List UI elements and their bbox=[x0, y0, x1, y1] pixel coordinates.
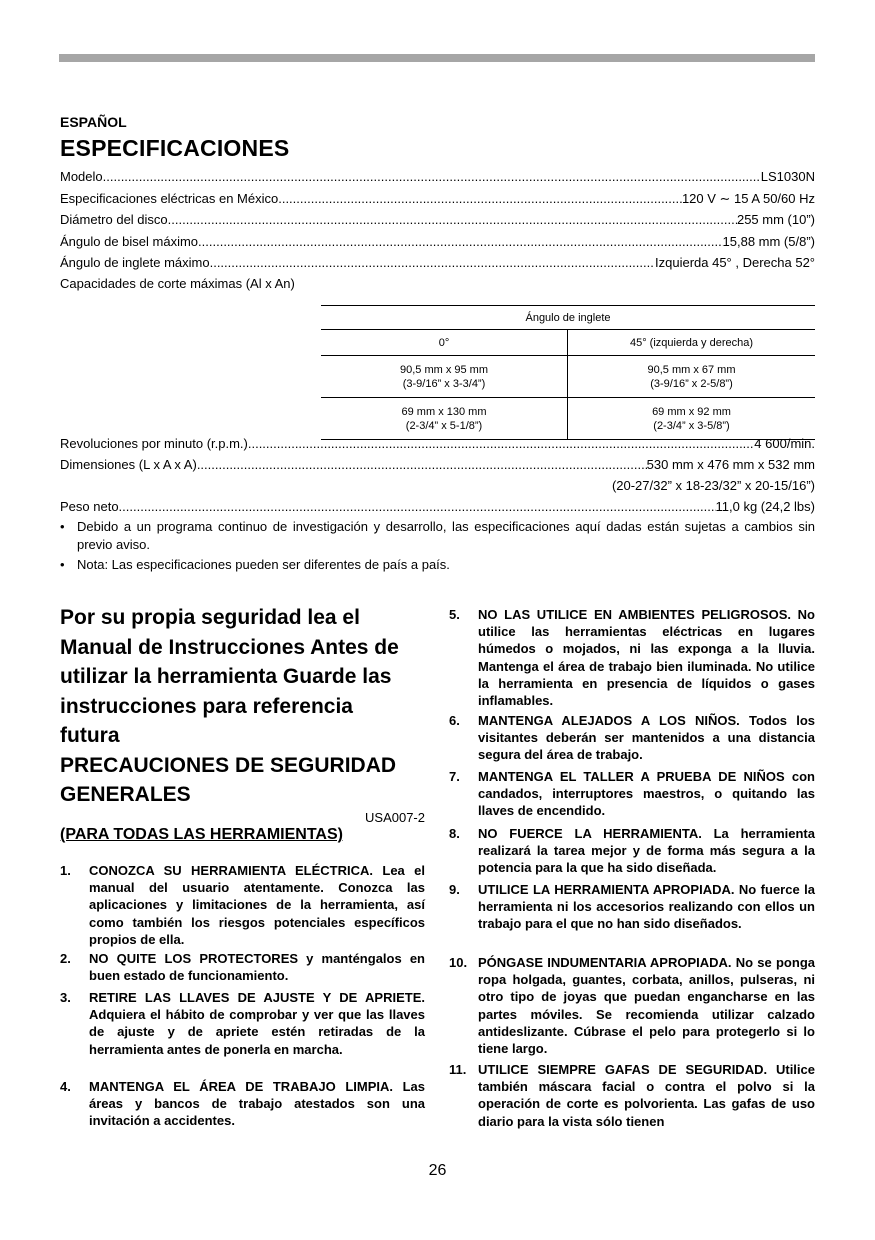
list-item: 8. NO FUERCE LA HERRAMIENTA. La herramienta realizará la tarea mejor y de forma más segura a la potencia para la que ha sido diseñada. bbox=[449, 826, 815, 876]
spec-row-disc-diameter bbox=[60, 211, 815, 229]
note-item: • Debido a un programa continuo de investigación y desarrollo, las especificaciones aquí dadas están sujetas a cambios sin previo aviso. bbox=[60, 519, 815, 552]
spec-row-model bbox=[60, 168, 815, 186]
table-cell: 69 mm x 92 mm (2-3/4” x 3-5/8”) bbox=[568, 398, 816, 440]
spec-value: 120 V ∼ 15 A 50/60 Hz bbox=[681, 191, 815, 206]
spec-row-bevel-angle bbox=[60, 233, 815, 251]
spec-value: 15,88 mm (5/8”) bbox=[722, 234, 815, 249]
cutting-capacity-table bbox=[321, 305, 815, 440]
spec-label: Modelo bbox=[60, 169, 103, 184]
safety-heading: Por su propia seguridad lea el Manual de Instrucciones Antes de utilizar la herramienta Guarde las instrucciones para referencia futura PRECAUCIONES DE SEGURIDAD GENERALES bbox=[60, 606, 399, 806]
spec-row-electrical bbox=[60, 190, 815, 208]
list-item: 5. NO LAS UTILICE EN AMBIENTES PELIGROSOS. No utilice las herramientas eléctricas en lugares húmedos o mojados, ni las exponga a la lluvia. Mantenga el área de trabajo bien iluminada. No utilice la herramienta en presencia de líquidos o gases inflamables. bbox=[449, 607, 815, 709]
header-rule bbox=[59, 54, 815, 62]
list-item: 7. MANTENGA EL TALLER A PRUEBA DE NIÑOS con candados, interruptores maestros, o quitando las llaves de encendido. bbox=[449, 769, 815, 819]
table-cell: 90,5 mm x 67 mm (3-9/16” x 2-5/8”) bbox=[568, 356, 816, 398]
spec-label: Revoluciones por minuto (r.p.m.) bbox=[60, 436, 248, 451]
page-number: 26 bbox=[428, 1162, 447, 1179]
table-row bbox=[321, 398, 815, 440]
table-cell: 69 mm x 130 mm (2-3/4” x 5-1/8”) bbox=[321, 398, 568, 440]
bullet-icon: • bbox=[60, 557, 65, 572]
list-item: 9. UTILICE LA HERRAMIENTA APROPIADA. No fuerce la herramienta ni los accesorios realizando con ellos un trabajo para el que no han sido diseñados. bbox=[449, 882, 815, 932]
spec-value: 255 mm (10”) bbox=[736, 212, 815, 227]
list-item: 1. CONOZCA SU HERRAMIENTA ELÉCTRICA. Lea el manual del usuario atentamente. Conozca las aplicaciones y limitaciones de la herramienta, así como también los riesgos potenciales específicos propios de ella. bbox=[60, 863, 425, 947]
list-item: 11. UTILICE SIEMPRE GAFAS DE SEGURIDAD. Utilice también máscara facial o contra el polvo si la operación de corte es polvorienta. Las gafas de uso diario para la vista sólo tienen bbox=[449, 1062, 815, 1129]
spec-value: 11,0 kg (24,2 lbs) bbox=[715, 499, 815, 514]
spec-value: LS1030N bbox=[760, 169, 815, 184]
doc-code: USA007-2 bbox=[365, 810, 425, 825]
spec-label: Ángulo de inglete máximo bbox=[60, 255, 210, 270]
spec-row-weight bbox=[60, 498, 815, 516]
note-item: • Nota: Las especificaciones pueden ser diferentes de país a país. bbox=[60, 557, 450, 572]
spec-row-rpm bbox=[60, 435, 815, 453]
capacities-label: Capacidades de corte máximas (Al x An) bbox=[60, 276, 295, 291]
spec-label: Diámetro del disco bbox=[60, 212, 168, 227]
spec-row-dimensions bbox=[60, 456, 815, 474]
bullet-icon: • bbox=[60, 519, 65, 534]
table-row bbox=[321, 356, 815, 398]
table-col-header: 45° (izquierda y derecha) bbox=[568, 330, 816, 356]
page-title: ESPECIFICACIONES bbox=[60, 135, 290, 161]
spec-label: Ángulo de bisel máximo bbox=[60, 234, 199, 249]
dimensions-inch: (20-27/32” x 18-23/32” x 20-15/16”) bbox=[611, 478, 815, 493]
spec-label: Peso neto bbox=[60, 499, 119, 514]
language-label: ESPAÑOL bbox=[60, 114, 127, 130]
spec-label: Dimensiones (L x A x A) bbox=[60, 457, 197, 472]
table-col-header: 0° bbox=[321, 330, 568, 356]
spec-row-miter-angle bbox=[60, 254, 815, 272]
list-item: 3. RETIRE LAS LLAVES DE AJUSTE Y DE APRIETE. Adquiera el hábito de comprobar y ver que las llaves de ajuste y de apriete estén retiradas de la herramienta antes de ponerla en marcha. bbox=[60, 990, 425, 1057]
spec-label: Especificaciones eléctricas en México bbox=[60, 191, 279, 206]
list-item: 10. PÓNGASE INDUMENTARIA APROPIADA. No se ponga ropa holgada, guantes, corbata, anillos, pulseras, ni otro tipo de joyas que puedan engancharse en las partes móviles. Se recomienda utilizar calzado antideslizante. Cúbrase el pelo para protegerlo si lo tiene largo. bbox=[449, 955, 815, 1057]
spec-value: 4 600/min. bbox=[754, 436, 815, 451]
list-item: 6. MANTENGA ALEJADOS A LOS NIÑOS. Todos los visitantes deberán ser mantenidos a una distancia segura del área de trabajo. bbox=[449, 713, 815, 763]
list-item: 4. MANTENGA EL ÁREA DE TRABAJO LIMPIA. Las áreas y bancos de trabajo atestados son una invitación a accidentes. bbox=[60, 1079, 425, 1129]
table-cell: 90,5 mm x 95 mm (3-9/16” x 3-3/4”) bbox=[321, 356, 568, 398]
spec-value: Izquierda 45° , Derecha 52° bbox=[655, 255, 815, 270]
list-item: 2. NO QUITE LOS PROTECTORES y manténgalos en buen estado de funcionamiento. bbox=[60, 951, 425, 984]
safety-subheading: (PARA TODAS LAS HERRAMIENTAS) bbox=[60, 826, 343, 843]
spec-value: 530 mm x 476 mm x 532 mm bbox=[646, 457, 815, 472]
table-header: Ángulo de inglete bbox=[321, 306, 815, 330]
